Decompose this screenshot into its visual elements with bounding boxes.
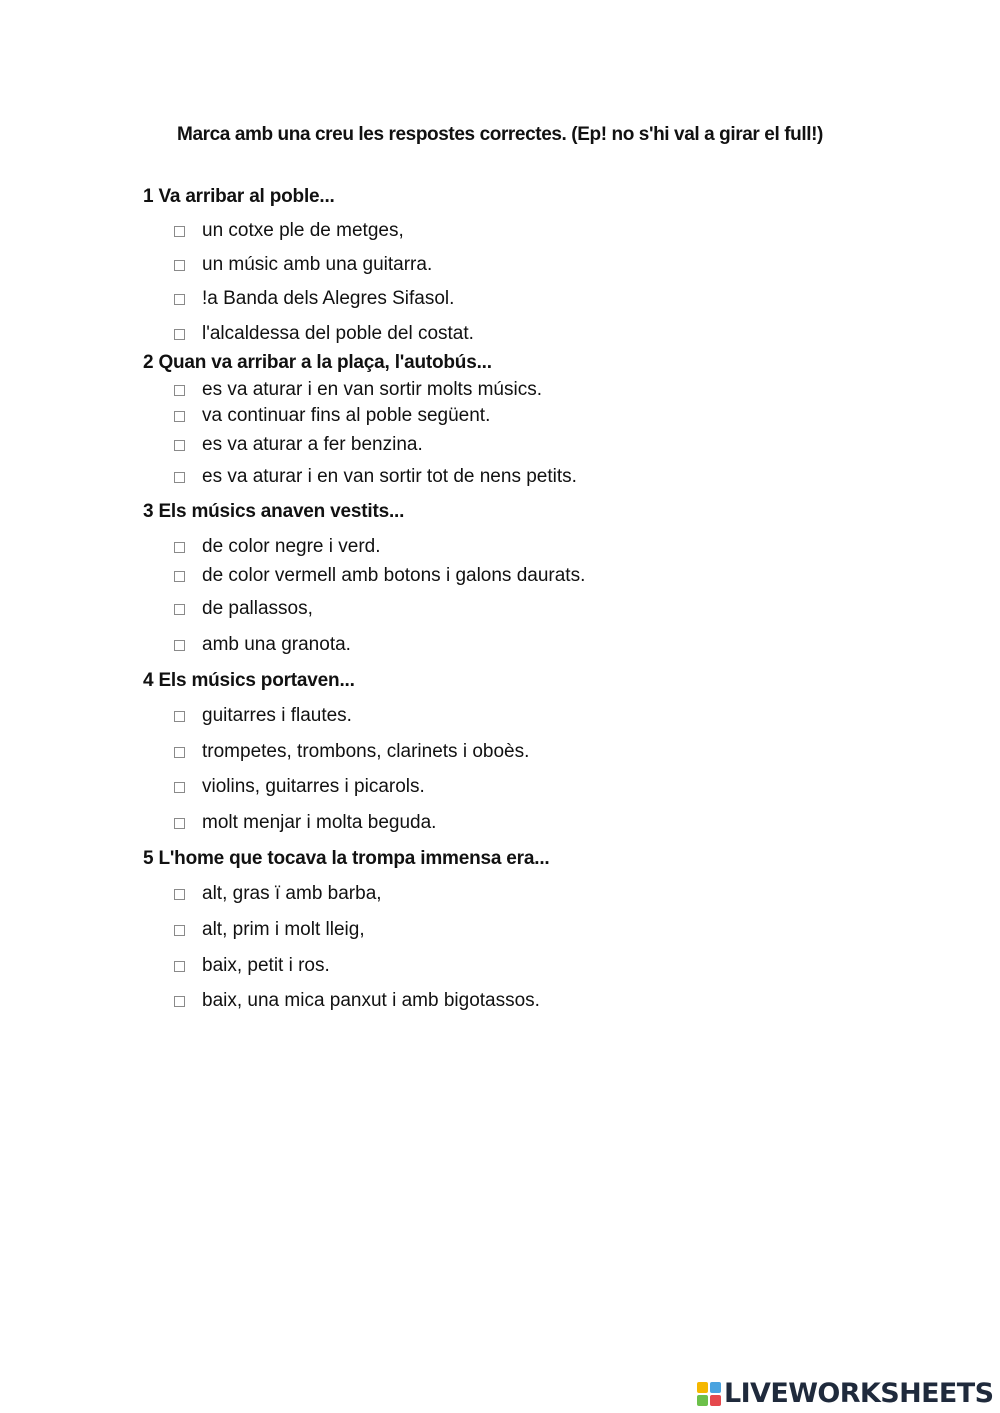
checkbox[interactable] [174, 260, 185, 271]
option-label: de color negre i verd. [202, 536, 381, 557]
checkbox[interactable] [174, 711, 185, 722]
option-label: molt menjar i molta beguda. [202, 812, 437, 833]
question-4-option-1[interactable] [174, 705, 352, 727]
option-label: l'alcaldessa del poble del costat. [202, 323, 474, 344]
question-3-title: 3 Els músics anaven vestits... [143, 501, 405, 522]
option-label: alt, prim i molt lleig, [202, 919, 365, 940]
question-5-title: 5 L'home que tocava la trompa immensa era... [143, 848, 550, 869]
logo-square-icon [697, 1395, 708, 1406]
checkbox[interactable] [174, 542, 185, 553]
option-label: violins, guitarres i picarols. [202, 776, 425, 797]
logo-mark-icon [697, 1382, 721, 1406]
option-label: guitarres i flautes. [202, 705, 352, 726]
option-label: alt, gras ï amb barba, [202, 883, 382, 904]
question-2-option-3[interactable] [174, 434, 423, 456]
option-label: es va aturar i en van sortir tot de nens petits. [202, 466, 577, 487]
option-label: amb una granota. [202, 634, 351, 655]
question-2-option-4[interactable] [174, 466, 577, 488]
option-label: va continuar fins al poble següent. [202, 405, 491, 426]
checkbox[interactable] [174, 294, 185, 305]
option-label: de color vermell amb botons i galons daurats. [202, 565, 586, 586]
question-4-option-2[interactable] [174, 741, 529, 763]
option-label: es va aturar i en van sortir molts músics. [202, 379, 542, 400]
question-2-option-1[interactable] [174, 379, 542, 401]
question-2-option-2[interactable] [174, 405, 490, 427]
question-5-option-2[interactable] [174, 919, 365, 941]
question-5-option-3[interactable] [174, 955, 330, 977]
question-3-option-1[interactable] [174, 536, 381, 558]
question-1-title: 1 Va arribar al poble... [143, 186, 335, 207]
logo-text: LIVEWORKSHEETS [724, 1378, 994, 1409]
option-label: baix, una mica panxut i amb bigotassos. [202, 990, 540, 1011]
question-1-option-1[interactable] [174, 220, 404, 242]
question-5-option-1[interactable] [174, 883, 382, 905]
logo-square-icon [710, 1382, 721, 1393]
option-label: un cotxe ple de metges, [202, 220, 404, 241]
question-3-option-2[interactable] [174, 565, 585, 587]
question-4-title: 4 Els músics portaven... [143, 670, 355, 691]
question-1-option-4[interactable] [174, 323, 474, 345]
question-5-option-4[interactable] [174, 990, 540, 1012]
question-4-option-3[interactable] [174, 776, 425, 798]
checkbox[interactable] [174, 571, 185, 582]
question-3-option-4[interactable] [174, 634, 351, 656]
checkbox[interactable] [174, 961, 185, 972]
checkbox[interactable] [174, 925, 185, 936]
question-1-option-3[interactable] [174, 288, 454, 310]
instructions-title: Marca amb una creu les respostes correctes. (Ep! no s'hi val a girar el full!) [177, 124, 823, 145]
logo-square-icon [697, 1382, 708, 1393]
question-2-title: 2 Quan va arribar a la plaça, l'autobús... [143, 352, 492, 373]
option-label: un músic amb una guitarra. [202, 254, 433, 275]
question-4-option-4[interactable] [174, 812, 436, 834]
checkbox[interactable] [174, 818, 185, 829]
checkbox[interactable] [174, 440, 185, 451]
checkbox[interactable] [174, 747, 185, 758]
option-label: baix, petit i ros. [202, 955, 330, 976]
question-1-option-2[interactable] [174, 254, 432, 276]
checkbox[interactable] [174, 329, 185, 340]
option-label: de pallassos, [202, 598, 313, 619]
checkbox[interactable] [174, 604, 185, 615]
option-label: !a Banda dels Alegres Sifasol. [202, 288, 455, 309]
checkbox[interactable] [174, 889, 185, 900]
checkbox[interactable] [174, 226, 185, 237]
checkbox[interactable] [174, 996, 185, 1007]
checkbox[interactable] [174, 782, 185, 793]
checkbox[interactable] [174, 411, 185, 422]
checkbox[interactable] [174, 640, 185, 651]
checkbox[interactable] [174, 472, 185, 483]
option-label: es va aturar a fer benzina. [202, 434, 423, 455]
checkbox[interactable] [174, 385, 185, 396]
liveworksheets-logo [697, 1378, 993, 1409]
option-label: trompetes, trombons, clarinets i oboès. [202, 741, 530, 762]
logo-square-icon [710, 1395, 721, 1406]
question-3-option-3[interactable] [174, 598, 313, 620]
